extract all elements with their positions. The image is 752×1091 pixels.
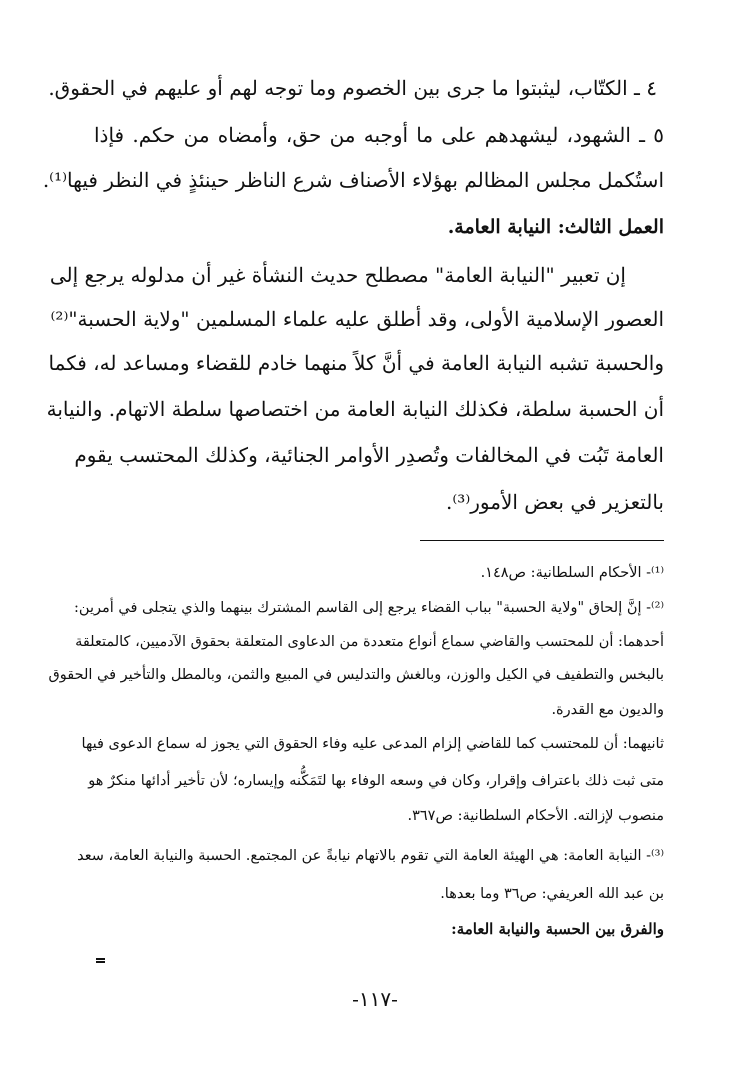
footnote-2-line-2: أحدهما: أن للمحتسب والقاضي سماع أنواع متعددة من الدعاوى المتعلقة بحقوق الآدميين، كالمتعلقة: [75, 634, 664, 650]
body-line-6: العصور الإسلامية الأولى، وقد أطلق عليه علماء المسلمين "ولاية الحسبة"⁽²⁾: [50, 307, 664, 331]
footnote-separator: [420, 540, 664, 541]
footnote-2-line-3: بالبخس والتطفيف في الكيل والوزن، وبالغش والتدليس في المبيع والثمن، وبالمطل والتأخير في الحقوق: [48, 667, 664, 683]
margin-mark: [96, 958, 105, 960]
footnote-2: ⁽²⁾- إنَّ إلحاق "ولاية الحسبة" بباب القضاء يرجع إلى القاسم المشترك بينهما والذي يتجلى في أمرين:: [74, 600, 664, 616]
section-heading: العمل الثالث: النيابة العامة.: [447, 216, 664, 238]
footnote-3: ⁽³⁾- النيابة العامة: هي الهيئة العامة التي تقوم بالاتهام نيابةً عن المجتمع. الحسبة والنيابة العامة، سعد: [77, 848, 664, 864]
footnote-2-line-5: ثانيهما: أن للمحتسب كما للقاضي إلزام المدعى عليه وفاء الحقوق التي يجوز له سماع الدعوى فيها: [81, 736, 664, 752]
body-line-3: استُكمل مجلس المظالم بهؤلاء الأصناف شرع الناظر حينئذٍ في النظر فيها⁽¹⁾.: [42, 168, 664, 192]
footnote-subheading: والفرق بين الحسبة والنيابة العامة:: [451, 920, 664, 938]
body-line-9: العامة تَبُت في المخالفات وتُصدِر الأوامر الجنائية، وكذلك المحتسب يقوم: [74, 443, 664, 467]
body-line-8: أن الحسبة سلطة، فكذلك النيابة العامة من اختصاصها سلطة الاتهام. والنيابة: [46, 397, 664, 421]
footnote-2-line-4: والديون مع القدرة.: [551, 702, 664, 718]
body-line-2: ٥ ـ الشهود، ليشهدهم على ما أوجبه من حق، وأمضاه من حكم. فإذا: [94, 123, 664, 147]
footnote-2-line-7: منصوب لإزالته. الأحكام السلطانية: ص٣٦٧.: [407, 808, 664, 824]
body-line-7: والحسبة تشبه النيابة العامة في أنَّ كلاً منهما خادم للقضاء ومساعد له، فكما: [48, 351, 664, 375]
page-number: -١١٧-: [352, 987, 398, 1011]
footnote-3-line-2: بن عبد الله العريفي: ص٣٦ وما بعدها.: [440, 886, 664, 902]
body-line-1: ٤ ـ الكتّاب، ليثبتوا ما جرى بين الخصوم وما توجه لهم أو عليهم في الحقوق.: [48, 76, 657, 100]
footnote-1: ⁽¹⁾- الأحكام السلطانية: ص١٤٨.: [480, 565, 664, 581]
body-line-5: إن تعبير "النيابة العامة" مصطلح حديث النشأة غير أن مدلوله يرجع إلى: [49, 263, 626, 287]
body-line-10: بالتعزير في بعض الأمور⁽³⁾.: [446, 490, 664, 514]
footnote-2-line-6: متى ثبت ذلك باعتراف وإقرار، وكان في وسعه الوفاء بها لتَمَكُّنه وإيساره؛ لأن تأخير أدائها منكرٌ هو: [88, 773, 664, 789]
